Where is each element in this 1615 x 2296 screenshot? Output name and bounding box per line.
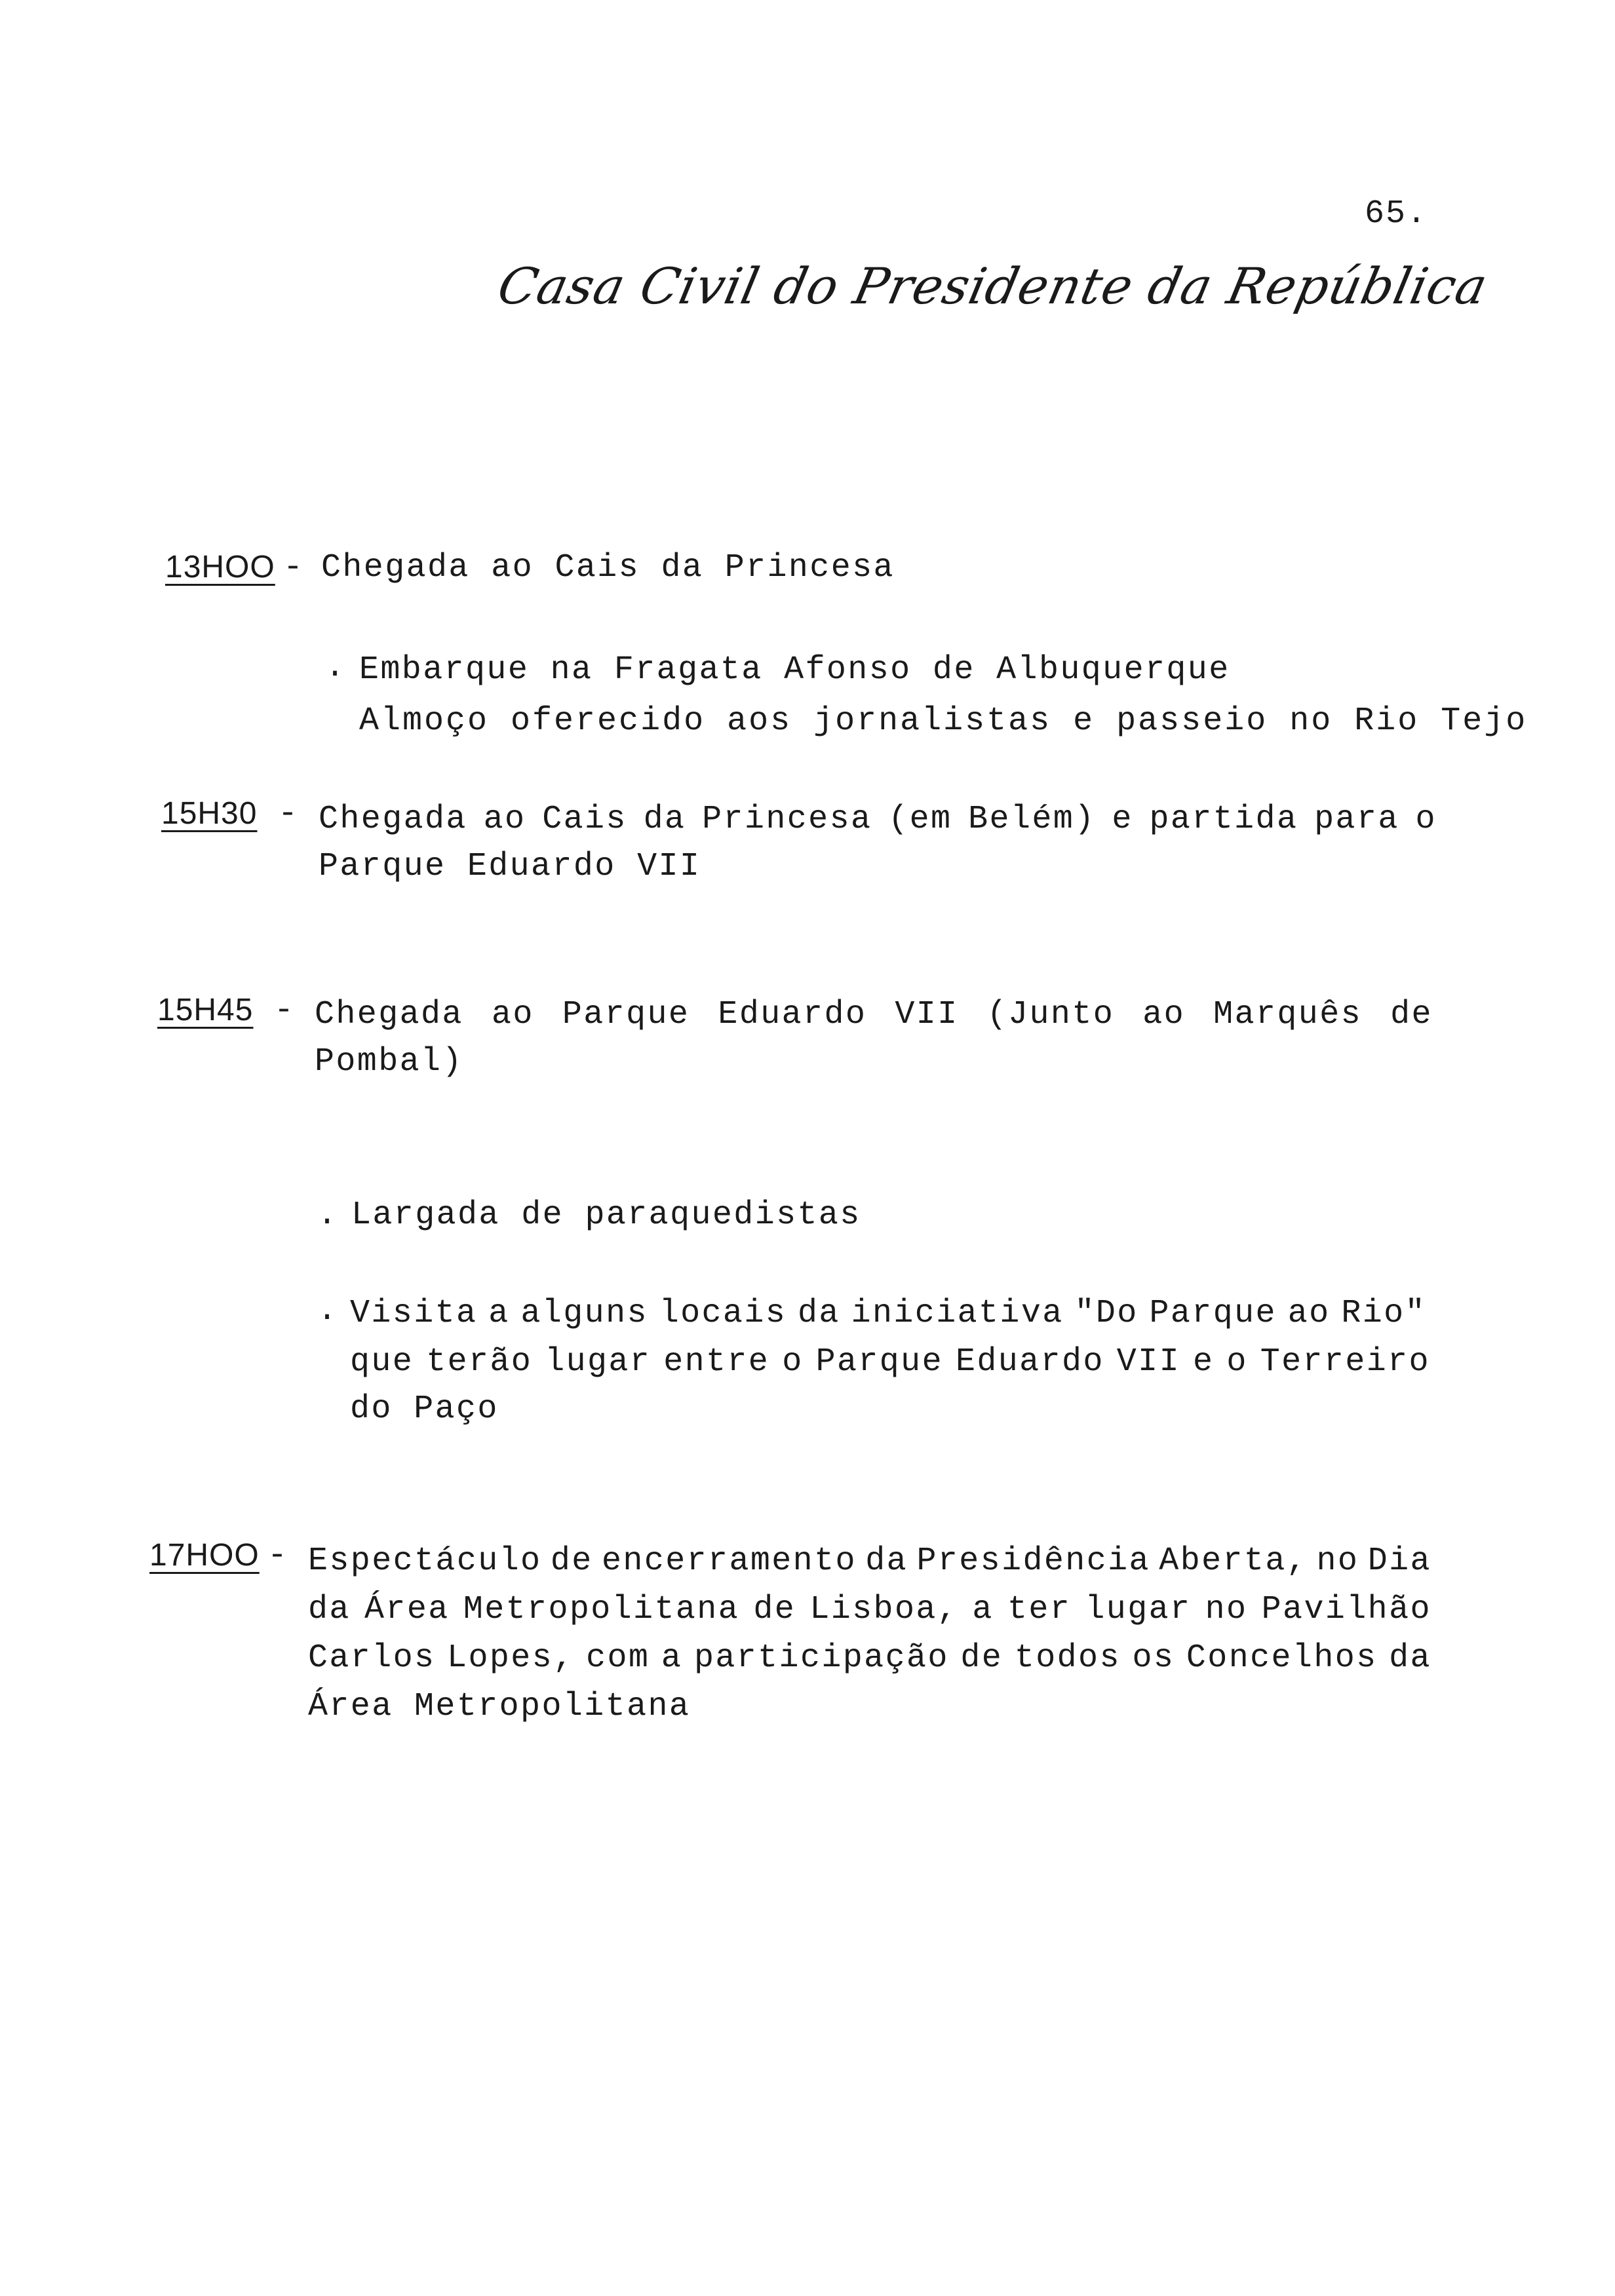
word: o (1226, 1343, 1248, 1381)
entry-time: 15H30 (161, 796, 258, 831)
word: lugar (1085, 1591, 1192, 1628)
word: a (488, 1295, 510, 1332)
word: Área (364, 1591, 450, 1628)
word: de (753, 1591, 796, 1628)
word: partida (1149, 801, 1298, 838)
bullet-text-line: Largada de paraquedistas (351, 1196, 861, 1234)
bullet-text-line: do Paço (350, 1390, 499, 1428)
word: Chegada (315, 996, 463, 1033)
word: terão (426, 1343, 533, 1381)
word: (em (888, 801, 952, 838)
word: Visita (350, 1295, 478, 1332)
entry-text-line-justified (308, 1639, 1431, 1677)
word: Parque (562, 996, 690, 1033)
word: Parque (815, 1343, 943, 1381)
word: no (1316, 1542, 1359, 1580)
word: encerramento (602, 1542, 857, 1580)
entry-dash: - (283, 549, 303, 586)
word: Pavilhão (1261, 1591, 1431, 1628)
word: Parque (1149, 1295, 1277, 1332)
word: lugar (545, 1343, 652, 1381)
entry-text-line-justified (308, 1591, 1431, 1628)
word: Cais (542, 801, 627, 838)
letterhead-title: Casa Civil do Presidente da República (493, 257, 1493, 315)
word: da (643, 801, 686, 838)
word: ao (491, 996, 534, 1033)
word: Rio" (1341, 1295, 1426, 1332)
entry-text-line-justified (319, 801, 1437, 838)
word: de (550, 1542, 593, 1580)
bullet-text-line: Almoço oferecido aos jornalistas e passeio no Rio Tejo (359, 702, 1528, 740)
bullet-text-line: Embarque na Fragata Afonso de Albuquerque (359, 651, 1230, 689)
word: a (972, 1591, 994, 1628)
word: Presidência (916, 1542, 1150, 1580)
word: iniciativa (851, 1295, 1064, 1332)
word: e (1192, 1343, 1215, 1381)
word: VII (895, 996, 959, 1033)
word: Eduardo (955, 1343, 1104, 1381)
page-number: 65. (1365, 195, 1428, 233)
word: Belém) (968, 801, 1096, 838)
entry-text: Chegada ao Cais da Princesa (321, 549, 895, 586)
bullet-dot: . (325, 649, 345, 686)
word: Terreiro (1260, 1343, 1430, 1381)
word: com (586, 1639, 650, 1677)
word: de (1390, 996, 1433, 1033)
word: de (960, 1639, 1003, 1677)
entry-time: 13HOO (165, 550, 275, 584)
word: Lopes, (447, 1639, 575, 1677)
entry-time: 15H45 (157, 993, 254, 1027)
entry-time: 17HOO (149, 1538, 260, 1573)
word: Dia (1367, 1542, 1431, 1580)
word: Aberta, (1159, 1542, 1308, 1580)
entry-text-line-justified (315, 996, 1433, 1033)
word: da (1389, 1639, 1431, 1677)
word: Marquês (1213, 996, 1363, 1033)
entry-text-line-justified (308, 1542, 1431, 1580)
word: e (1112, 801, 1133, 838)
bullet-text-line-justified (350, 1343, 1430, 1381)
word: Concelhos (1186, 1639, 1378, 1677)
word: Metropolitana (463, 1591, 740, 1628)
word: Espectáculo (308, 1542, 542, 1580)
word: Eduardo (718, 996, 867, 1033)
word: todos (1014, 1639, 1121, 1677)
word: "Do (1074, 1295, 1138, 1332)
word: VII (1116, 1343, 1180, 1381)
entry-text-line: Parque Eduardo VII (319, 848, 701, 885)
word: os (1132, 1639, 1175, 1677)
word: ao (1142, 996, 1186, 1033)
word: da (308, 1591, 351, 1628)
word: o (1415, 801, 1437, 838)
entry-dash: - (274, 992, 294, 1029)
bullet-text-line-justified (350, 1295, 1426, 1332)
word: entre (663, 1343, 770, 1381)
entry-dash: - (278, 795, 298, 833)
word: Princesa (702, 801, 872, 838)
entry-text-line: Pombal) (315, 1043, 463, 1081)
word: Carlos (308, 1639, 436, 1677)
word: Lisboa, (809, 1591, 959, 1628)
word: (Junto (986, 996, 1115, 1033)
word: da (797, 1295, 840, 1332)
word: ao (1287, 1295, 1331, 1332)
bullet-dot: . (317, 1292, 338, 1330)
entry-dash: - (267, 1537, 288, 1575)
word: a (661, 1639, 683, 1677)
word: no (1205, 1591, 1248, 1628)
word: participação (693, 1639, 949, 1677)
word: ao (483, 801, 526, 838)
word: Chegada (319, 801, 467, 838)
word: ter (1007, 1591, 1072, 1628)
word: que (350, 1343, 414, 1381)
word: locais (659, 1295, 787, 1332)
word: da (865, 1542, 908, 1580)
word: para (1314, 801, 1399, 838)
entry-text-line: Área Metropolitana (308, 1688, 691, 1725)
word: o (782, 1343, 804, 1381)
word: alguns (520, 1295, 648, 1332)
bullet-dot: . (317, 1196, 338, 1234)
